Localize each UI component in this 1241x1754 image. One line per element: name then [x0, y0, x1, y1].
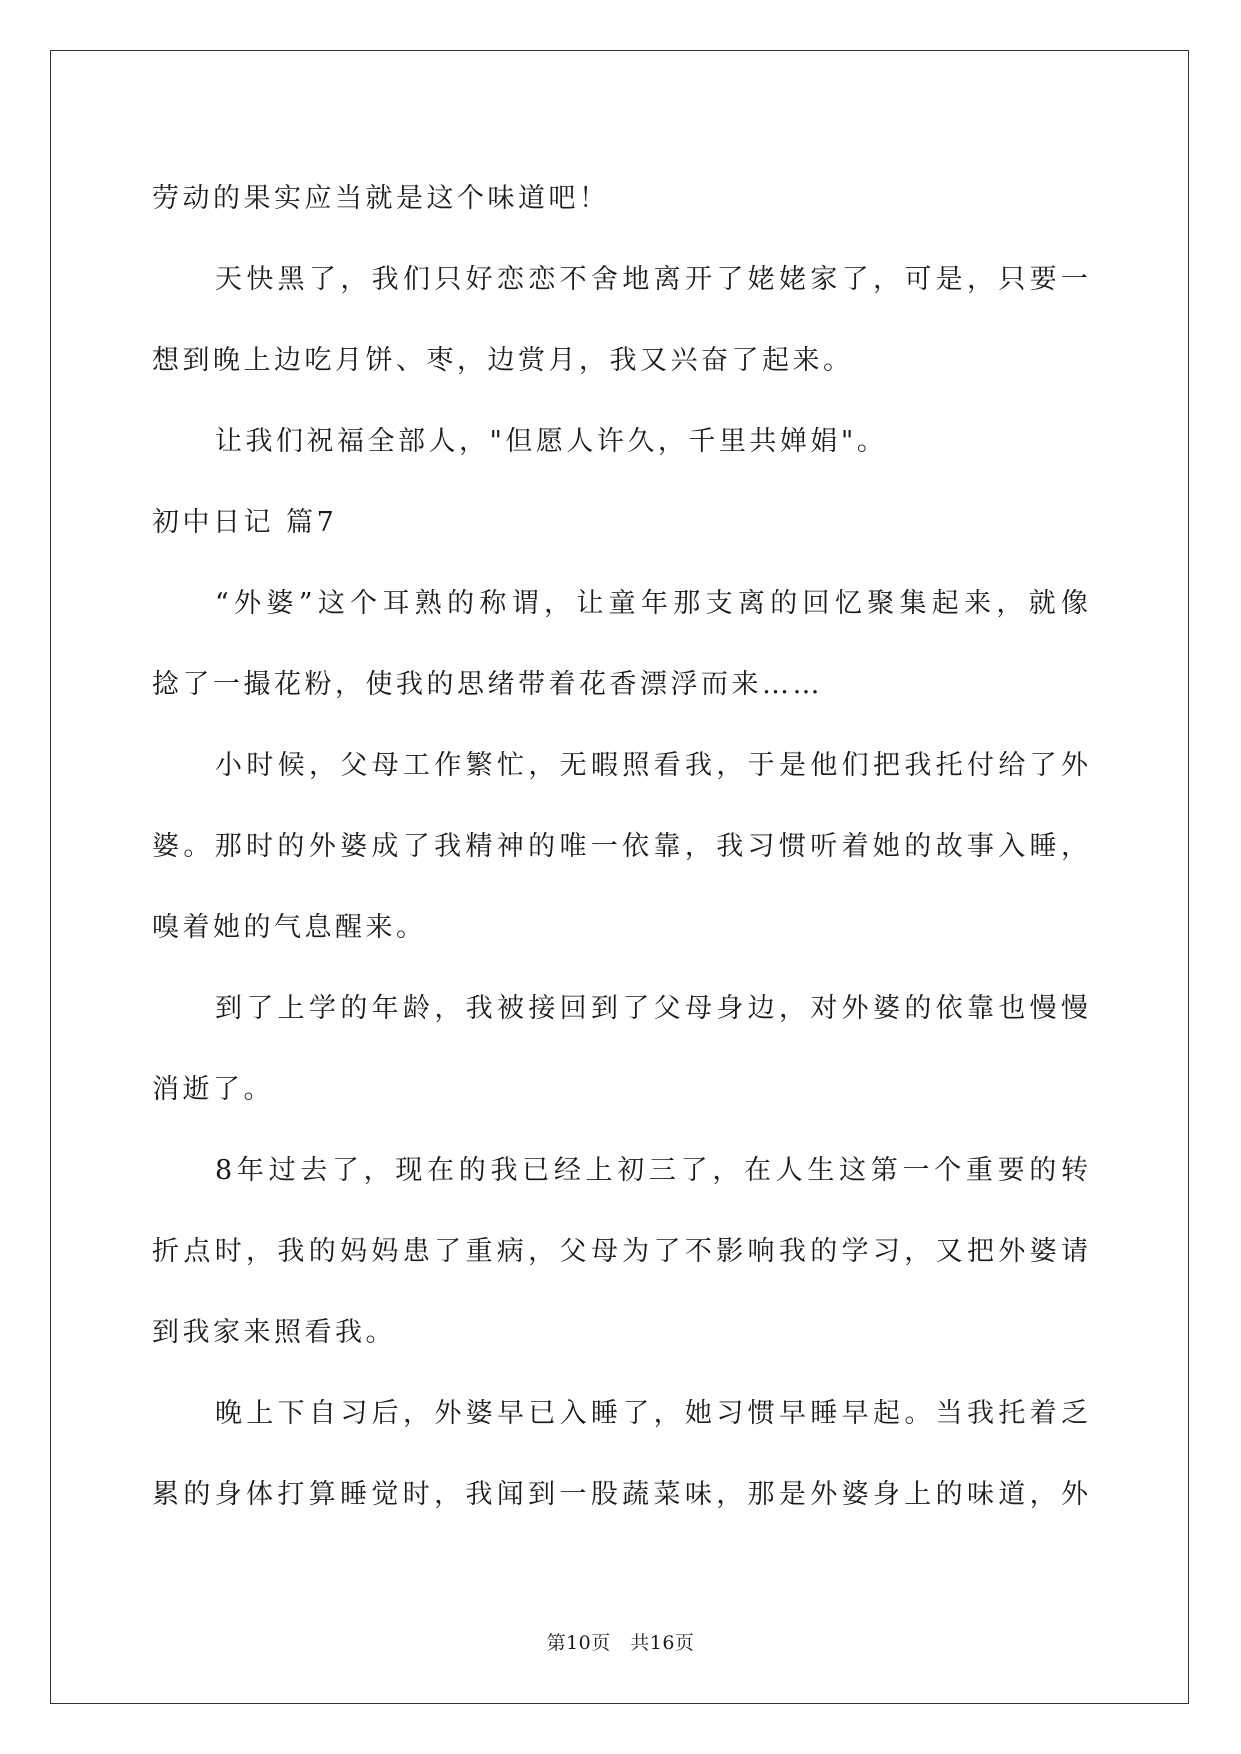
text-line: 晚上下自习后，外婆早已入睡了，她习惯早睡早起。当我托着乏 [215, 1398, 1088, 1429]
text-line: 婆。那时的外婆成了我精神的唯一依靠，我习惯听着她的故事入睡， [152, 831, 1088, 862]
text-line: 折点时，我的妈妈患了重病，父母为了不影响我的学习，又把外婆请 [152, 1236, 1088, 1267]
text-line: 嗅着她的气息醒来。 [152, 912, 427, 943]
text-line: 让我们祝福全部人，"但愿人许久，千里共婵娟"。 [215, 426, 888, 457]
document-body [152, 158, 1088, 1535]
text-line: 消逝了。 [152, 1074, 274, 1105]
text-line: 捻了一撮花粉，使我的思绪带着花香漂浮而来…… [152, 669, 823, 700]
text-line: 天快黑了，我们只好恋恋不舍地离开了姥姥家了，可是，只要一 [215, 264, 1088, 295]
text-line: “外婆”这个耳熟的称谓，让童年那支离的回忆聚集起来，就像 [215, 588, 1088, 619]
text-line: 初中日记 篇7 [152, 507, 338, 538]
text-line: 到了上学的年龄，我被接回到了父母身边，对外婆的依靠也慢慢 [215, 993, 1088, 1024]
text-line: 小时候，父母工作繁忙，无暇照看我，于是他们把我托付给了外 [215, 750, 1088, 781]
text-line: 想到晚上边吃月饼、枣，边赏月，我又兴奋了起来。 [152, 345, 854, 376]
text-line: 累的身体打算睡觉时，我闻到一股蔬菜味，那是外婆身上的味道，外 [152, 1479, 1088, 1510]
text-line: 劳动的果实应当就是这个味道吧！ [152, 183, 610, 214]
text-line: 到我家来照看我。 [152, 1317, 396, 1348]
text-line: 8年过去了，现在的我已经上初三了，在人生这第一个重要的转 [215, 1155, 1088, 1186]
page-number-footer: 第10页 共16页 [546, 1632, 695, 1654]
